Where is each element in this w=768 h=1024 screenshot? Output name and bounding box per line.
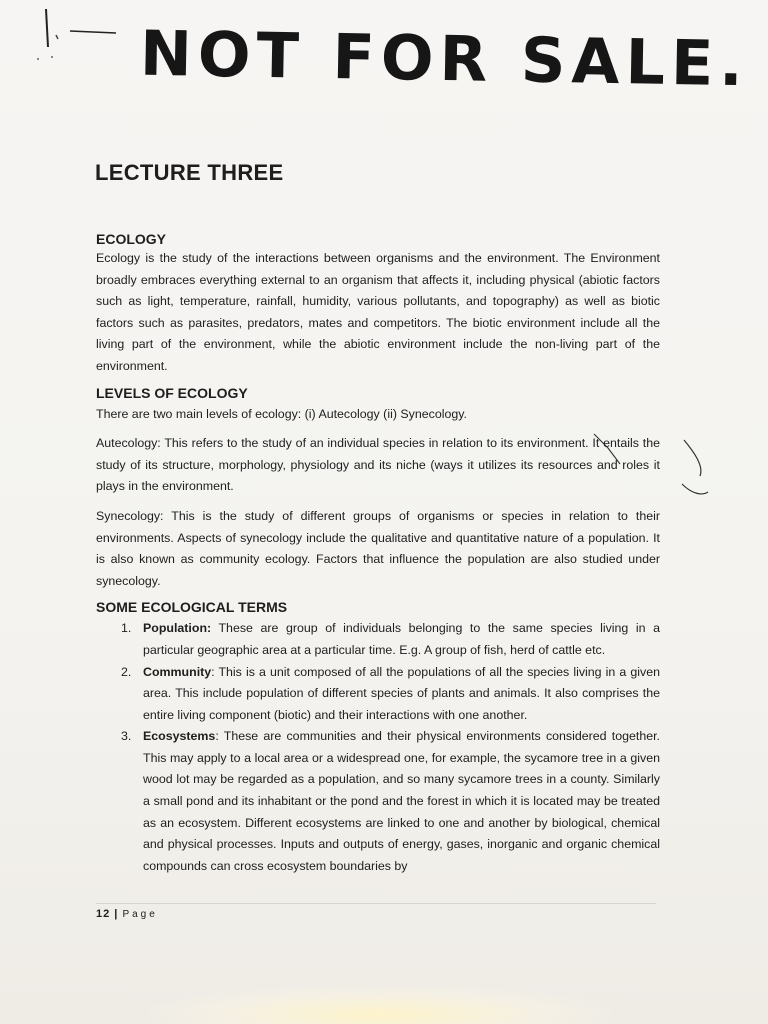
list-item-term: Ecosystems <box>143 729 216 744</box>
ecology-section <box>96 230 660 378</box>
list-item <box>96 618 660 661</box>
list-item <box>96 726 660 877</box>
ecology-heading: ECOLOGY <box>96 231 167 247</box>
light-glare <box>150 985 610 1024</box>
levels-section <box>96 384 660 593</box>
list-item-term: Population: <box>143 621 212 636</box>
terms-section <box>96 598 660 877</box>
autecology-paragraph: Autecology: This refers to the study of an individual species in relation to its environment. It entails the study of its structure, morphology, physiology and its niche (ways it utilizes its resources and roles it plays in the environment. <box>96 436 660 494</box>
list-item-term: Community <box>143 664 212 679</box>
terms-heading: SOME ECOLOGICAL TERMS <box>96 599 288 616</box>
pen-mark-right-margin <box>670 430 720 510</box>
lecture-title: LECTURE THREE <box>95 160 284 185</box>
levels-heading: LEVELS OF ECOLOGY <box>96 384 248 401</box>
pen-mark-top-left <box>30 5 130 65</box>
list-item <box>96 662 660 727</box>
not-for-sale-stamp: NOT FOR SALE. <box>139 16 750 101</box>
list-item-text: These are group of individuals belonging to the same species living in a particular geographic area at a particular time. E.g. A group of fish, herd of cattle etc. <box>143 621 660 657</box>
page-footer <box>96 903 656 920</box>
lecture-content <box>96 230 660 877</box>
page-number: 12 <box>96 908 111 920</box>
list-item-text: : These are communities and their physical environments considered together. This may apply to a local area or a widespread one, for example, the sycamore tree in a given wood lot may be regarded as a population, and so many sycamore trees in a county. Similarly a small pond and its inhabitant or the pond and the forest in which it is located may be treated as an ecosystem. Different ecosystems are linked to one and another by biological, chemical and physical processes. Inputs and outputs of energy, gases, inorganic and organic chemical compounds can cross ecosystem boundaries by <box>143 729 660 873</box>
list-item-number: 3. <box>121 729 132 744</box>
page-label: Page <box>122 909 158 920</box>
list-item-text: : This is a unit composed of all the populations of all the species living in a given area. This include population of different species of plants and animals. It also comprises the entire living component (biotic) and their interactions with one another. <box>143 664 660 722</box>
levels-intro-paragraph: There are two main levels of ecology: (i) Autecology (ii) Synecology. <box>96 406 467 421</box>
list-item-number: 2. <box>121 664 132 679</box>
synecology-paragraph: Synecology: This is the study of different groups of organisms or species in relation to their environments. Aspects of synecology include the qualitative and quantitative nature of a population. It is also known as community ecology. Factors that influence the population are also studied under synecology. <box>96 508 660 588</box>
page-separator: | <box>110 908 123 920</box>
ecology-paragraph: Ecology is the study of the interactions between organisms and the environment. The Environment broadly embraces everything external to an organism that affects it, including physical (abiotic factors such as light, temperature, rainfall, humidity, various pollutants, and topography) as well as biotic factors such as parasites, predators, mates and competitors. The biotic environment include all the living part of the environment, while the abiotic environment include the non-living part of the environment. <box>96 251 660 373</box>
list-item-number: 1. <box>121 621 132 636</box>
terms-list <box>96 618 660 877</box>
